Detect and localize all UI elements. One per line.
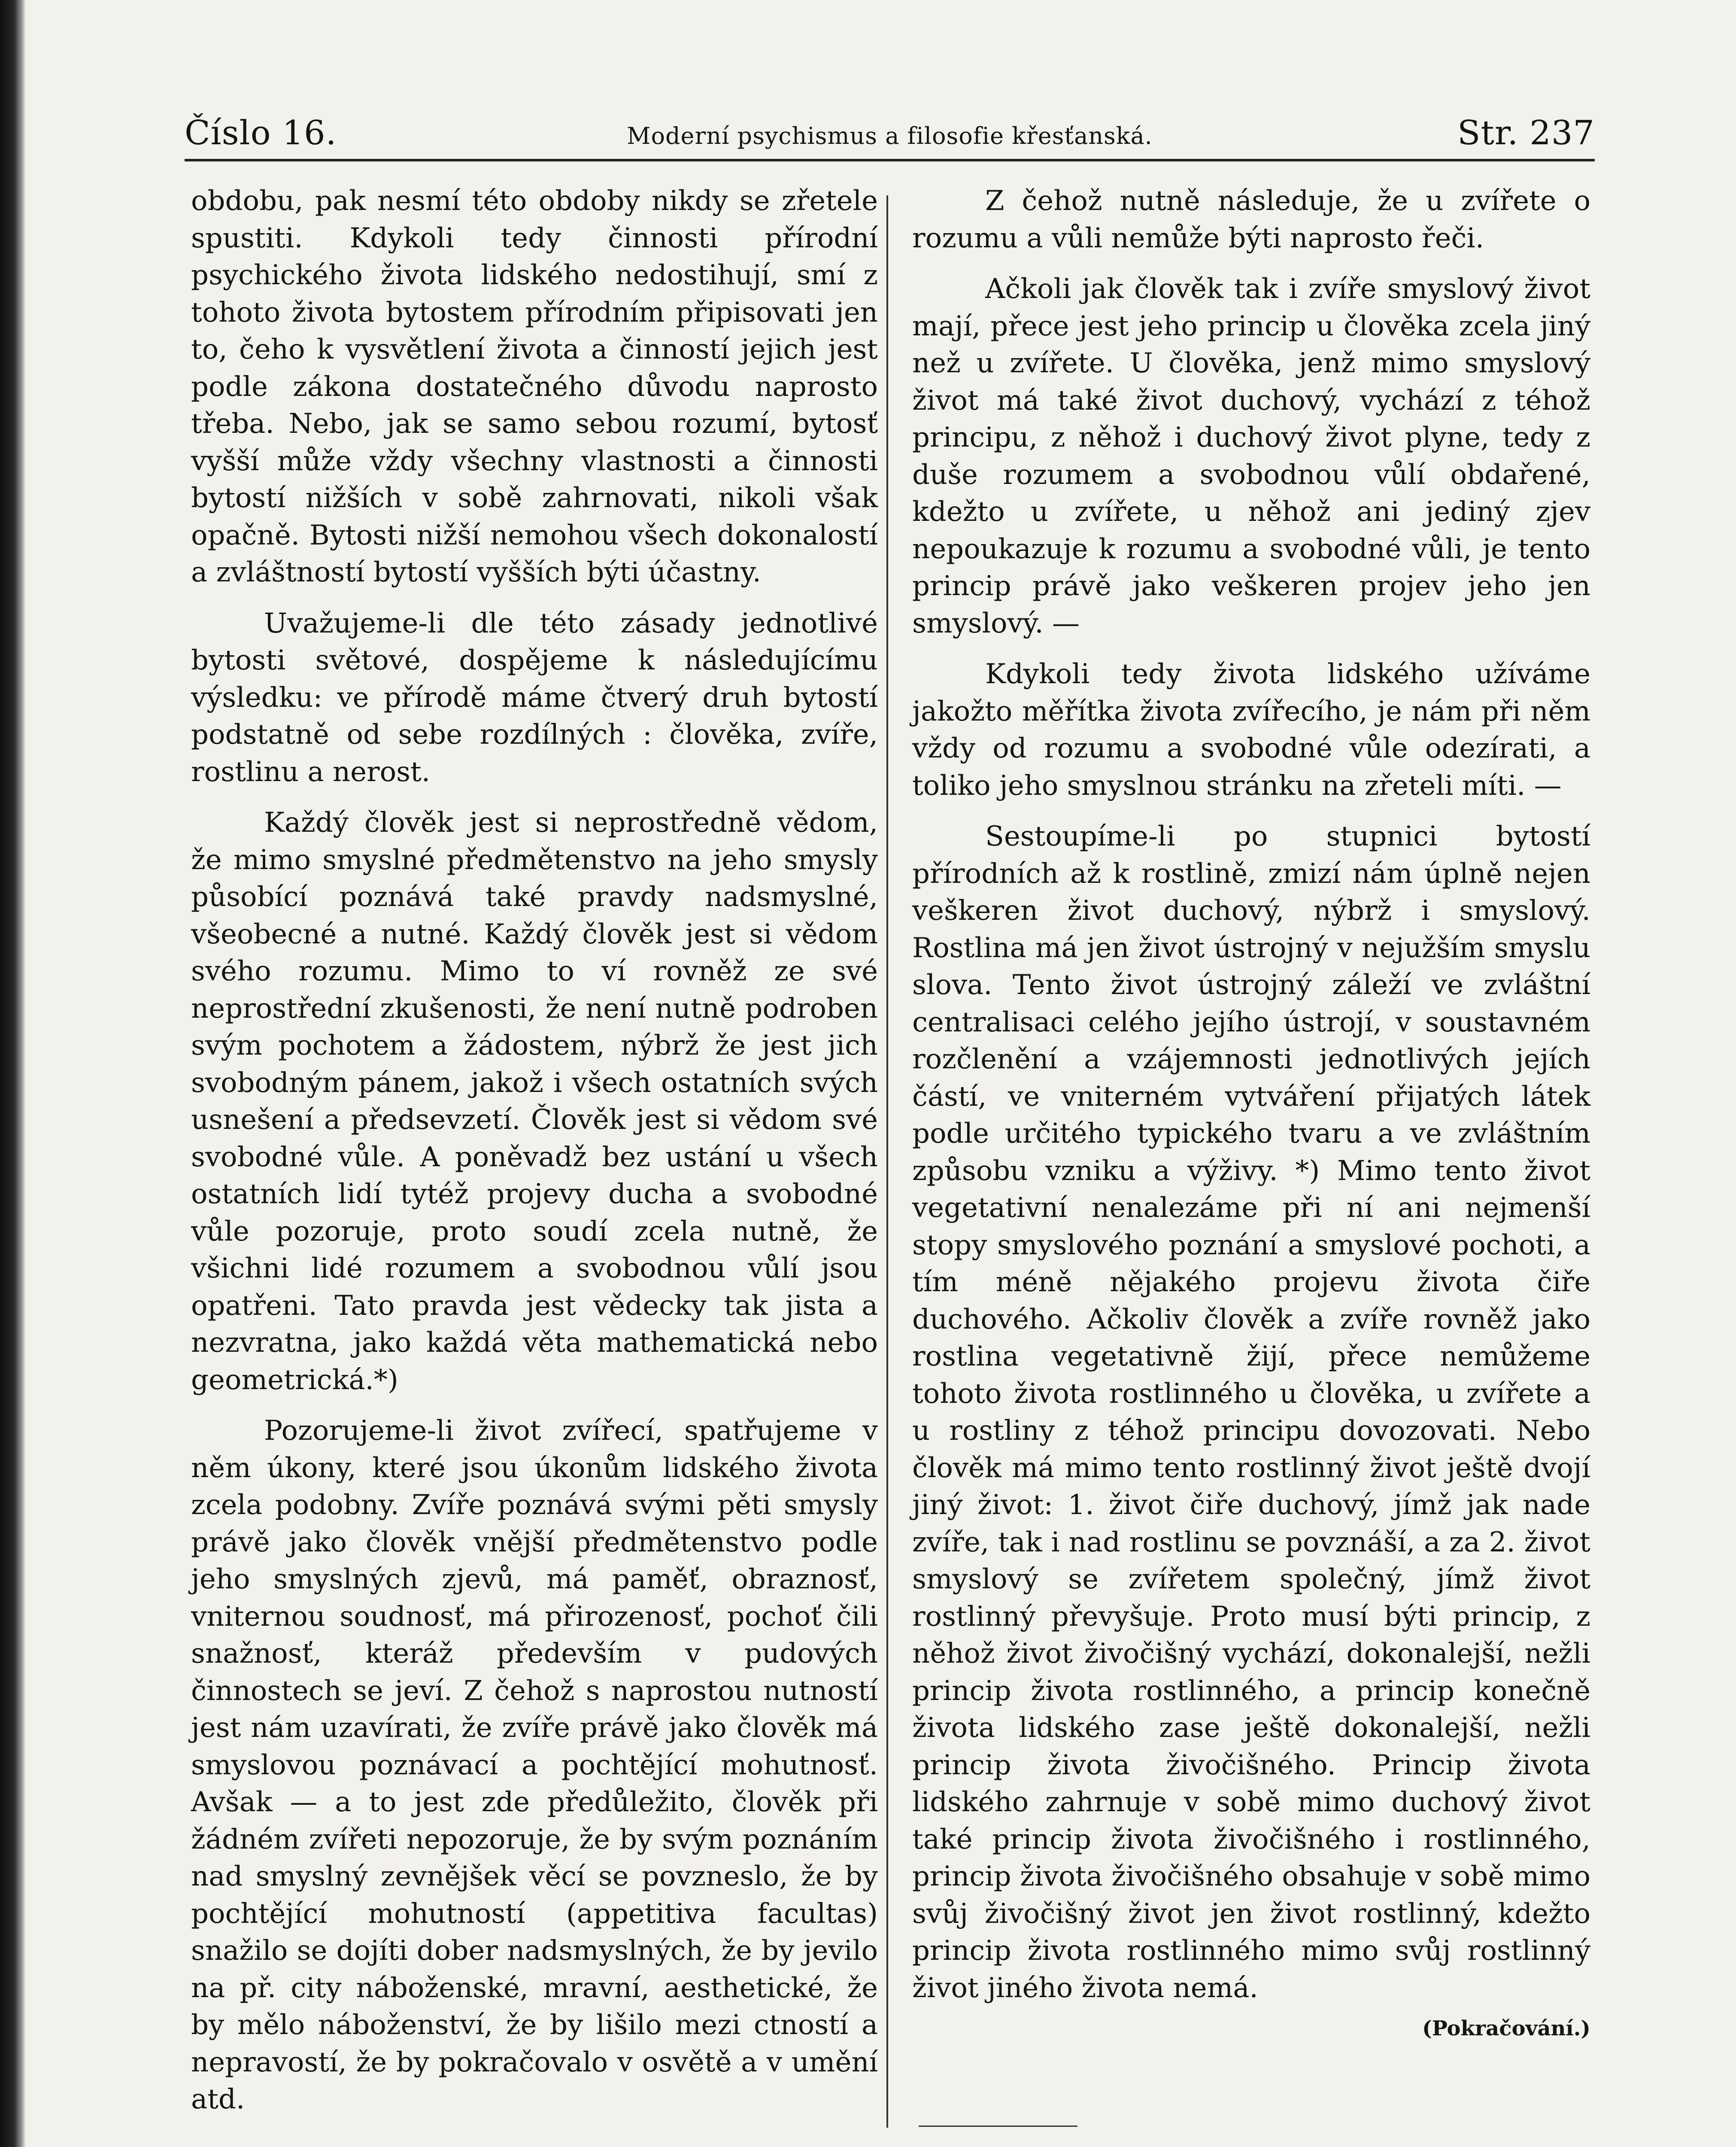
paragraph: Sestoupíme-li po stupnici bytostí přírodních až k rostlině, zmizí nám úplně nejen veškeren život duchový, nýbrž i smyslový. Rostlina má jen život ústrojný v nejužším smyslu slova. Tento život ústrojný záleží ve zvláštní centralisaci celého jejího ústrojí, v soustavném rozčlenění a vzájemnosti jednotlivých jejích částí, ve vniterném vytváření přijatých látek podle určitého typického tvaru a ve zvláštním způsobu vzniku a výživy. *) Mimo tento život vegetativní nenalezáme při ní ani nejmenší stopy smyslového poznání a smyslové pochoti, a tím méně nějakého projevu života čiře duchového. Ačkoliv člověk a zvíře rovněž jako rostlina vegetativně žijí, přece nemůžeme tohoto života rostlinného u člověka, u zvířete a u rostliny z téhož principu dovozovati. Nebo člověk má mimo tento rostlinný život ještě dvojí jiný život: 1. život čiře duchový, jímž jak nade zvíře, tak i nad rostlinu se povznáší, a za 2. život smyslový se zvířetem společný, jímž život rostlinný převyšuje. Proto musí býti princip, z něhož život živočišný vychází, dokonalejší, nežli princip života rostlinného, a princip konečně života lidského zase ještě dokonalejší, nežli princip života živočišného. Princip života lidského zahrnuje v sobě mimo duchový život také princip života živočišného i rostlinného, princip života živočišného obsahuje v sobě mimo svůj živočišný život jen život rostlinný, kdežto princip života rostlinného mimo svůj rostlinný život jiného života nemá. — [912, 821, 1590, 2004]
paragraph: Pozorujeme-li život zvířecí, spatřujeme v něm úkony, které jsou úkonům lidského života zcela podobny. Zvíře poznává svými pěti smysly právě jako člověk vnější předmětenstvo podle jeho smyslných zjevů, má paměť, obraznosť, vniternou soudnosť, má přirozenosť, pochoť čili snažnosť, kteráž především v pudových činnostech se jeví. Z čehož s naprostou nutností jest nám uzavírati, že zvíře právě jako člověk má smyslovou poznávací a pochtějící mohutnosť. Avšak — a to jest zde předůležito, člověk při žádném zvířeti nepozoruje, že by svým poznáním nad smyslný zevnějšek věcí se povzneslo, že by pochtějící mohutností (appetitiva facultas) snažilo se dojíti dober nadsmyslných, že by jevilo na př. city náboženské, mravní, aesthetické, že by mělo náboženství, že by lišilo mezi ctností a nepravostí, že by pokračovalo v osvětě a v umění atd. — [191, 1415, 878, 2115]
header-rule — [185, 159, 1595, 161]
scan-edge — [0, 0, 26, 2147]
footnote-rule — [919, 2126, 1077, 2127]
paragraph: Každý člověk jest si neprostředně vědom, že mimo smyslné předmětenstvo na jeho smysly působící poznává také pravdy nadsmyslné, všeobecné a nutné. Každý člověk jest si vědom svého rozumu. Mimo to ví rovněž ze své neprostřední zkušenosti, že není nutně podroben svým pochotem a žádostem, nýbrž že jest jich svobodným pánem, jakož i všech ostatních svých usnešení a předsevzetí. Člověk jest si vědom své svobodné vůle. A poněvadž bez ustání u všech ostatních lidí tytéž projevy ducha a svobodné vůle pozoruje, proto soudí zcela nutně, že všichni lidé rozumem a svobodnou vůlí jsou opatřeni. Tato pravda jest vědecky tak jista a nezvratna, jako každá věta mathematická nebo geometrická.*) — [191, 807, 878, 1396]
paragraph: Ačkoli jak člověk tak i zvíře smyslový život mají, přece jest jeho princip u člověka zcela jiný než u zvířete. U člověka, jenž mimo smyslový život má také život duchový, vychází z téhož principu, z něhož i duchový život plyne, tedy z duše rozumem a svobodnou vůlí obdařené, kdežto u zvířete, u něhož ani jediný zjev nepoukazuje k rozumu a svobodné vůli, je tento princip právě jako veškeren projev jeho jen smyslový. — — [912, 273, 1590, 639]
paragraph: obdobu, pak nesmí této obdoby nikdy se zřetele spustiti. Kdykoli tedy činnosti přírodní psychického života lidského nedostihují, smí z tohoto života bytostem přírodním připisovati jen to, čeho k vysvětlení života a činností jejich jest podle zákona dostatečného důvodu naprosto třeba. Nebo, jak se samo sebou rozumí, bytosť vyšší může vždy všechny vlastnosti a činnosti bytostí nižších v sobě zahrnovati, nikoli však opačně. Bytosti nižší nemohou všech dokonalostí a zvláštností bytostí vyšších býti účastny. — [191, 185, 878, 588]
running-header — [185, 109, 1595, 157]
continuation-note: (Pokračování.) — [1422, 2016, 1590, 2041]
page-number: Str. 237 — [1457, 114, 1595, 152]
column-divider — [886, 195, 888, 2128]
left-column — [191, 182, 878, 2118]
issue-number: Číslo 16. — [185, 114, 337, 152]
paragraph: Z čehož nutně následuje, že u zvířete o rozumu a vůli nemůže býti naprosto řeči. — [912, 185, 1590, 254]
right-column — [912, 182, 1590, 2047]
paragraph: Uvažujeme-li dle této zásady jednotlivé bytosti světové, dospějeme k následujícímu výsledku: ve přírodě máme čtverý druh bytostí podstatně od sebe rozdílných : člověka, zvíře, rostlinu a nerost. — [191, 607, 878, 788]
paragraph: Kdykoli tedy života lidského užíváme jakožto měřítka života zvířecího, je nám při něm vždy od rozumu a svobodné vůle odezírati, a toliko jeho smyslnou stránku na zřeteli míti. — — [912, 658, 1590, 802]
running-title: Moderní psychismus a filosofie křesťanská. — [627, 122, 1153, 149]
